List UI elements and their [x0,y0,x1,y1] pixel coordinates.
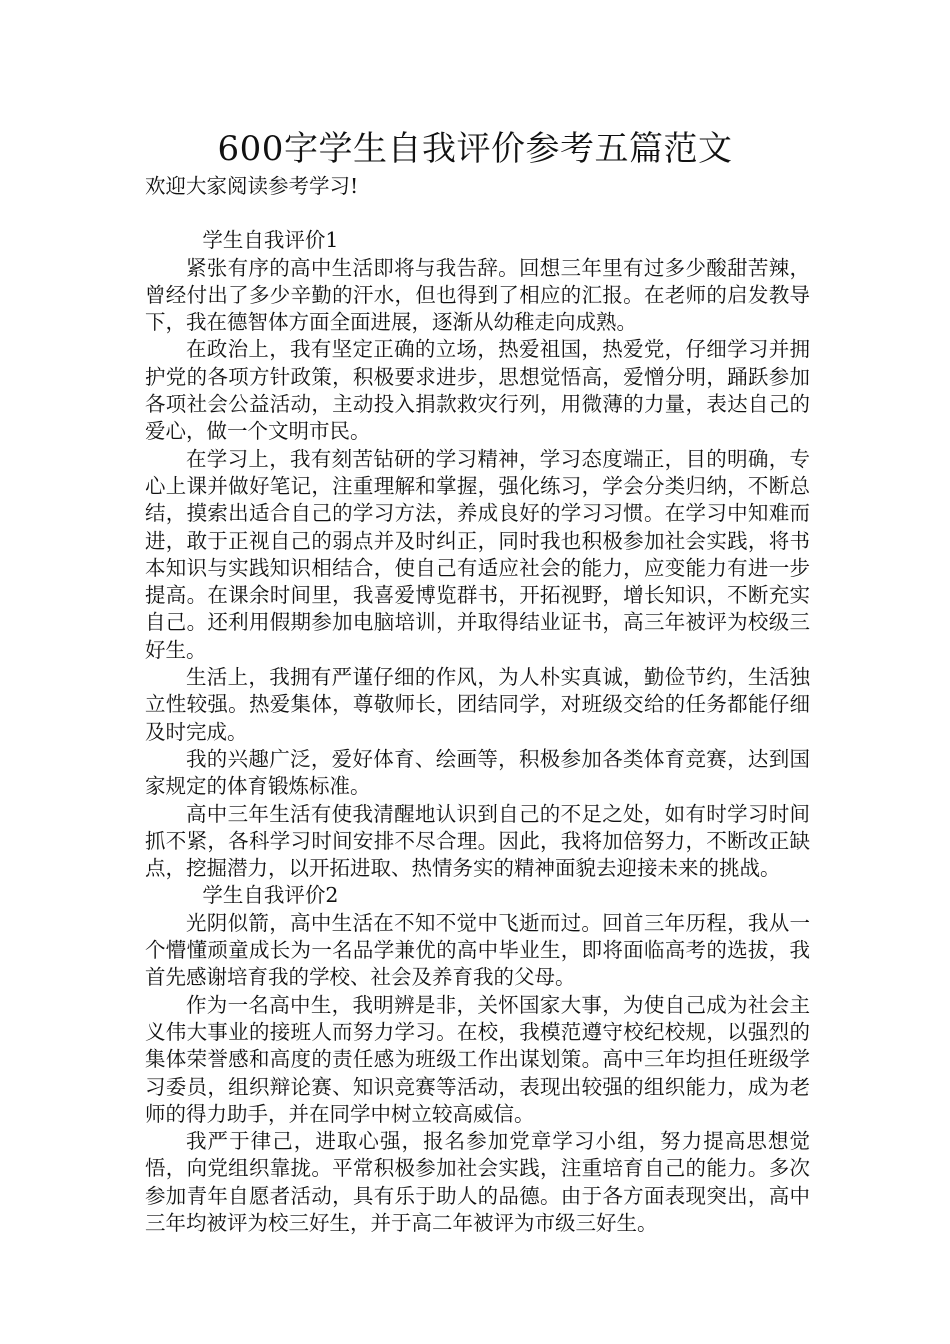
section-heading: 学生自我评价2 [202,883,339,908]
blank-line [145,200,810,227]
intro-text: 欢迎大家阅读参考学习! [145,174,359,198]
paragraph: 我严于律己，进取心强，报名参加党章学习小组，努力提高思想觉悟，向党组织靠拢。平常积极参加社会实践，注重培育自己的能力。多次参加青年自愿者活动，具有乐于助人的品德。由于各方面表现突出，高中三年均被评为校三好生，并于高二年被评为市级三好生。 [145,1129,810,1235]
page-title: 600字学生自我评价参考五篇范文 [217,129,733,169]
paragraph: 作为一名高中生，我明辨是非，关怀国家大事，为使自己成为社会主义伟大事业的接班人而努力学习。在校，我模范遵守校纪校规，以强烈的集体荣誉感和高度的责任感为班级工作出谋划策。高中三年均担任班级学习委员，组织辩论赛、知识竞赛等活动，表现出较强的组织能力，成为老师的得力助手，并在同学中树立较高威信。 [145,992,810,1126]
document-body [145,173,810,1237]
paragraph: 在学习上，我有刻苦钻研的学习精神，学习态度端正，目的明确，专心上课并做好笔记，注重理解和掌握，强化练习，学会分类归纳，不断总结，摸索出适合自己的学习方法，养成良好的学习习惯。在学习中知难而进，敢于正视自己的弱点并及时纠正，同时我也积极参加社会实践，将书本知识与实践知识相结合，使自己有适应社会的能力，应变能力有进一步提高。在课余时间里，我喜爱博览群书，开拓视野，增长知识，不断充实自己。还利用假期参加电脑培训，并取得结业证书，高三年被评为校级三好生。 [145,446,810,662]
paragraph: 生活上，我拥有严谨仔细的作风，为人朴实真诚，勤俭节约，生活独立性较强。热爱集体，尊敬师长，团结同学，对班级交给的任务都能仔细及时完成。 [145,665,810,744]
paragraph: 紧张有序的高中生活即将与我告辞。回想三年里有过多少酸甜苦辣，曾经付出了多少辛勤的汗水，但也得到了相应的汇报。在老师的启发教导下，我在德智体方面全面进展，逐渐从幼稚走向成熟。 [145,255,810,335]
paragraph: 我的兴趣广泛，爱好体育、绘画等，积极参加各类体育竞赛，达到国家规定的体育锻炼标准。 [145,746,810,799]
paragraph: 光阴似箭，高中生活在不知不觉中飞逝而过。回首三年历程，我从一个懵懂顽童成长为一名品学兼优的高中毕业生，即将面临高考的选拔，我首先感谢培育我的学校、社会及养育我的父母。 [145,910,810,990]
paragraph: 在政治上，我有坚定正确的立场，热爱祖国，热爱党，仔细学习并拥护党的各项方针政策，积极要求进步，思想觉悟高，爱憎分明，踊跃参加各项社会公益活动，主动投入捐款救灾行列，用微薄的力量，表达自己的爱心，做一个文明市民。 [145,337,810,444]
paragraph: 高中三年生活有使我清醒地认识到自己的不足之处，如有时学习时间抓不紧，各科学习时间安排不尽合理。因此，我将加倍努力，不断改正缺点，挖掘潜力，以开拓进取、热情务实的精神面貌去迎接未来的挑战。 [145,801,810,881]
section-heading: 学生自我评价1 [202,228,339,253]
